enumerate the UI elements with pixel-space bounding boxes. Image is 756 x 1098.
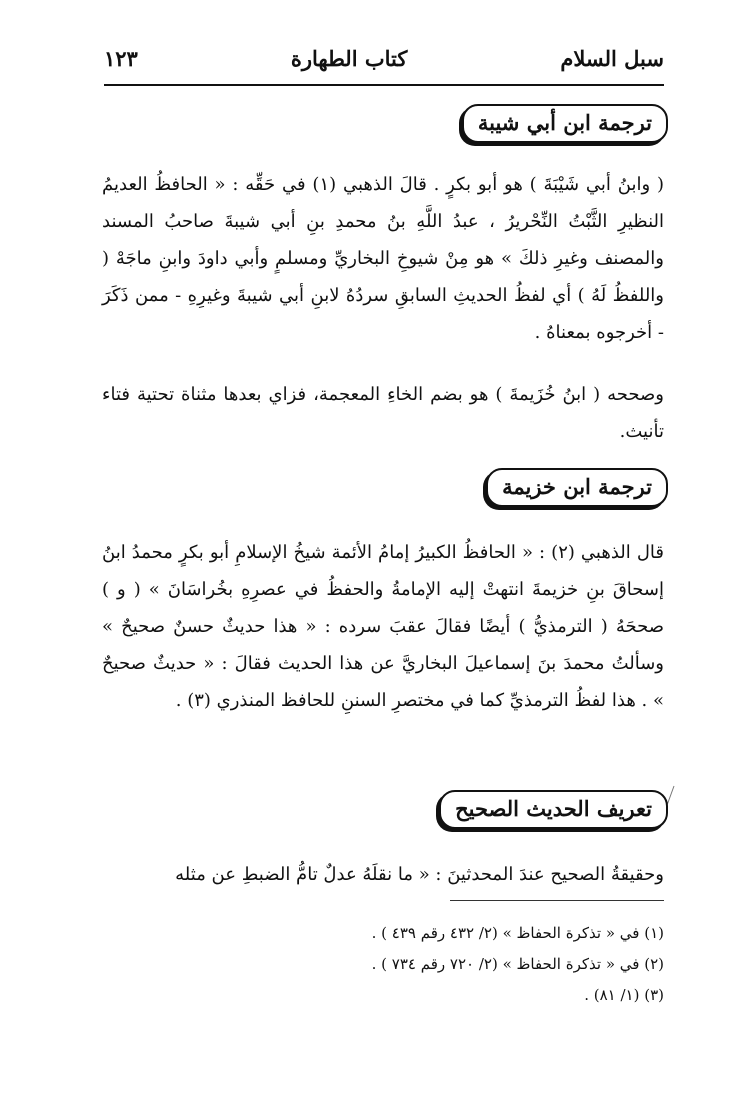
section-heading-ibn-khuzaymah — [486, 468, 668, 507]
footnote-3: (٣) (١/ ٨١) . — [584, 986, 664, 1004]
header-rule — [104, 84, 664, 86]
page-number: ١٢٣ — [104, 45, 138, 71]
section-heading-text: تعريف الحديث الصحيح — [455, 796, 652, 821]
paragraph: وحقيقةُ الصحيح عندَ المحدثينَ : « ما نقلَهُ عدلٌ تامُّ الضبطِ عن مثله — [175, 864, 664, 885]
paragraph: ( وابنُ أبي شَيْبَةَ ) هو أبو بكرٍ . قالَ الذهبي (١) في حَقِّه : « الحافظُ العديمُ النظيرِ الثَّبْتُ النِّحْريرُ ، عبدُ اللَّهِ بنُ محمدِ بنِ أبي شيبةَ صاحبُ المسند والمصنف وغيرِ ذلكَ » هو مِنْ شيوخِ البخاريِّ ومسلمٍ وأبي داودَ وابنِ ماجَهْ ( واللفظُ لَهُ ) أي لفظُ الحديثِ السابقِ سردُهُ لابنِ أبي شيبةَ وغيرِهِ - ممن ذَكَرَ - أخرجوه بمعناهُ . — [102, 174, 664, 343]
paragraph: وصححه ( ابنُ خُزَيمةَ ) هو بضم الخاءِ المعجمة، فزاي بعدها مثناة تحتية فتاء تأنيث. — [102, 384, 664, 442]
footnote-2: (٢) في « تذكرة الحفاظ » (٢/ ٧٢٠ رقم ٧٣٤ ) . — [371, 955, 664, 973]
footnote-rule — [450, 900, 664, 901]
section-heading-text: ترجمة ابن أبي شيبة — [477, 110, 652, 135]
footnote-1: (١) في « تذكرة الحفاظ » (٢/ ٤٣٢ رقم ٤٣٩ ) . — [371, 924, 664, 942]
paragraph: قال الذهبي (٢) : « الحافظُ الكبيرُ إمامُ الأئمة شيخُ الإسلامِ أبو بكرٍ محمدُ ابنُ إسحاقَ بنِ خزيمةَ انتهتْ إليه الإمامةُ والحفظُ في عصرِهِ بخُراسَانَ » ( و ) صححَهُ ( الترمذيُّ ) أيضًا فقالَ عقبَ سرده : « هذا حديثٌ حسنٌ صحيحٌ » وسألتُ محمدَ بنَ إسماعيلَ البخاريَّ عن هذا الحديث فقالَ : « حديثٌ صحيحٌ » . هذا لفظُ الترمذيِّ كما في مختصرِ السننِ للحافظ المنذري (٣) . — [102, 542, 665, 711]
book-title: سبل السلام — [560, 45, 664, 71]
section-heading-text: ترجمة ابن خزيمة — [502, 474, 652, 499]
section-heading-ibn-abi-shaybah — [462, 104, 668, 143]
section-heading-sahih-definition — [439, 790, 668, 829]
footnotes — [102, 918, 664, 1011]
page-header — [104, 38, 664, 78]
chapter-title: كتاب الطهارة — [290, 45, 408, 71]
